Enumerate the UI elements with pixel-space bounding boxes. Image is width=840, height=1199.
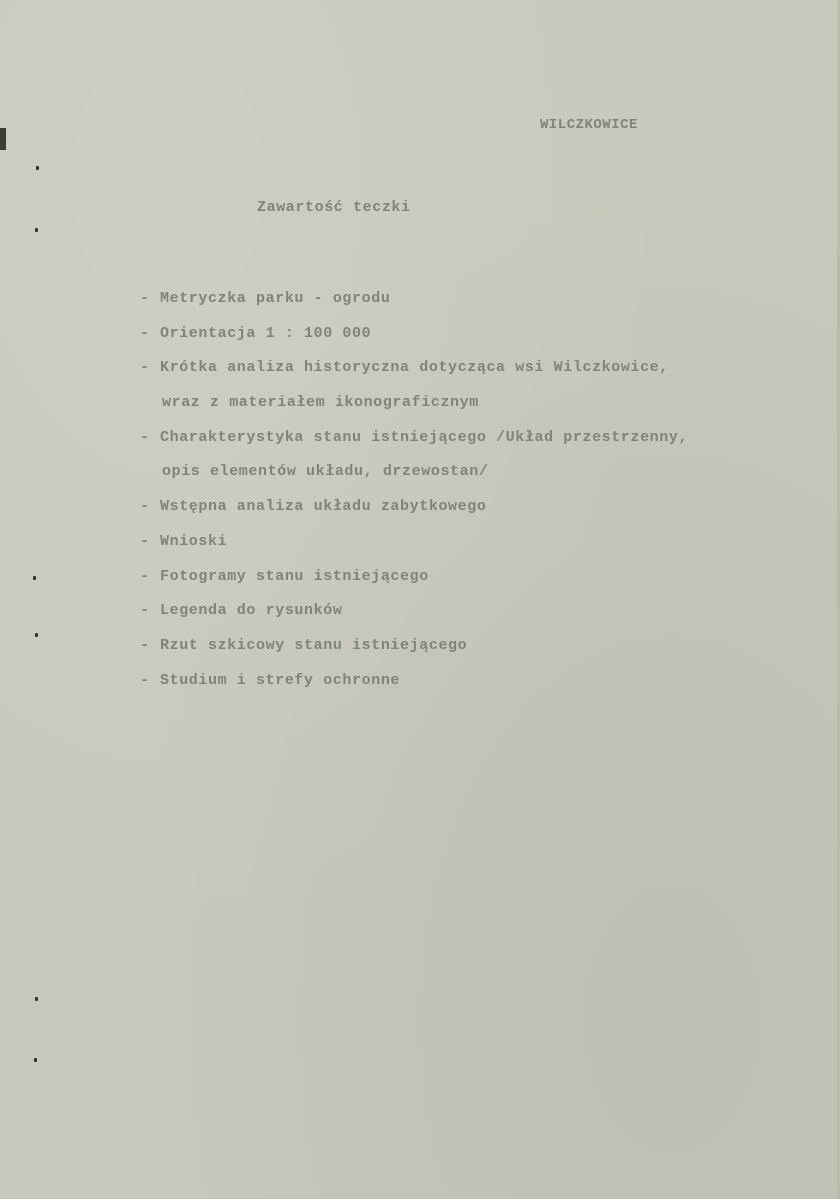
list-item <box>140 631 800 666</box>
list-item-text: Metryczka parku - ogrodu <box>160 290 391 307</box>
list-item-text: Wstępna analiza układu zabytkowego <box>160 498 487 516</box>
punch-mark <box>35 228 38 232</box>
list-item <box>140 527 800 562</box>
page-title: Zawartość teczki <box>257 199 411 216</box>
list-item-text: wraz z materiałem ikonograficznym <box>162 394 479 412</box>
list-item-text: Rzut szkicowy stanu istniejącego <box>160 636 468 654</box>
list-item <box>140 423 800 458</box>
contents-list <box>140 284 800 700</box>
list-marker: - <box>140 359 150 377</box>
punch-mark <box>33 576 36 580</box>
list-marker: - <box>140 532 150 550</box>
list-item <box>140 319 800 354</box>
punch-mark <box>35 997 38 1001</box>
list-item <box>140 596 800 631</box>
punch-mark <box>36 166 39 170</box>
list-marker: - <box>140 324 150 342</box>
list-item-text: Krótka analiza historyczna dotycząca wsi Wilczkowice, <box>160 359 669 377</box>
list-item-text: Orientacja 1 : 100 000 <box>160 324 372 342</box>
list-item-continuation <box>140 457 800 492</box>
list-item-text: Legenda do rysunków <box>160 602 343 620</box>
list-item-continuation <box>140 388 800 423</box>
list-marker: - <box>140 671 150 689</box>
list-marker: - <box>140 602 150 620</box>
punch-mark <box>34 1058 37 1062</box>
list-item <box>140 492 800 527</box>
list-item <box>140 353 800 388</box>
list-marker: - <box>140 636 150 654</box>
list-item-text: Wnioski <box>160 532 228 550</box>
list-marker: - <box>140 428 150 446</box>
list-item-text: Charakterystyka stanu istniejącego /Układ przestrzenny, <box>160 428 689 446</box>
header-location: WILCZKOWICE <box>540 117 638 133</box>
list-marker: - <box>140 498 150 516</box>
list-marker: - <box>140 567 150 585</box>
list-item-text: Studium i strefy ochronne <box>160 671 401 689</box>
binding-mark <box>0 128 6 150</box>
list-marker: - <box>140 290 150 307</box>
list-item-text: Fotogramy stanu istniejącego <box>160 567 429 585</box>
punch-mark <box>35 633 38 637</box>
list-item <box>140 562 800 597</box>
list-item <box>140 666 800 701</box>
list-item-text: opis elementów układu, drzewostan/ <box>162 463 489 481</box>
list-item <box>140 284 800 319</box>
